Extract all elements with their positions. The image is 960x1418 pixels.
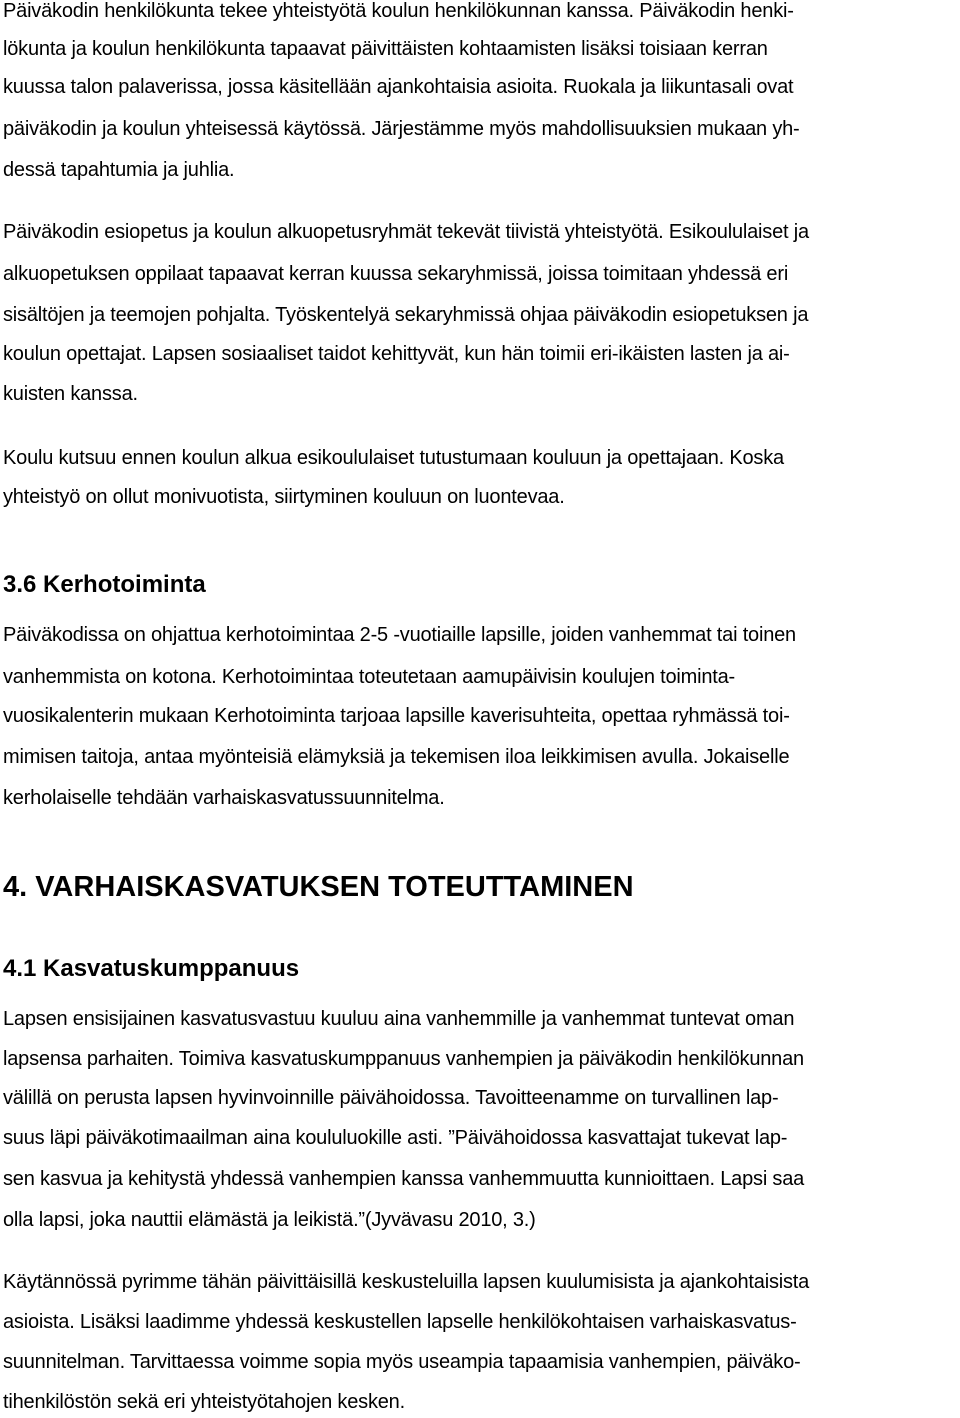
paragraph-2-line: alkuopetuksen oppilaat tapaavat kerran kuussa sekaryhmissä, joissa toimitaan yhdessä eri bbox=[3, 263, 789, 285]
paragraph-5-line: Lapsen ensisijainen kasvatusvastuu kuuluu aina vanhemmille ja vanhemmat tuntevat oman bbox=[3, 1008, 795, 1030]
paragraph-6-line: asioista. Lisäksi laadimme yhdessä keskustellen lapselle henkilökohtaisen varhaiskasvatus- bbox=[3, 1311, 797, 1333]
paragraph-1-line: kuussa talon palaverissa, jossa käsitellään ajankohtaisia asioita. Ruokala ja liikuntasali ovat bbox=[3, 76, 794, 98]
paragraph-1-line: päiväkodin ja koulun yhteisessä käytössä. Järjestämme myös mahdollisuuksien mukaan yh- bbox=[3, 118, 800, 140]
paragraph-2-line: koulun opettajat. Lapsen sosiaaliset taidot kehittyvät, kun hän toimii eri-ikäisten lasten ja ai- bbox=[3, 343, 790, 365]
paragraph-1-line: lökunta ja koulun henkilökunta tapaavat päivittäisten kohtaamisten lisäksi toisiaan kerran bbox=[3, 38, 768, 60]
paragraph-5-line: sen kasvua ja kehitystä yhdessä vanhempien kanssa vanhemmuutta kunnioittaen. Lapsi saa bbox=[3, 1168, 805, 1190]
paragraph-2-line: sisältöjen ja teemojen pohjalta. Työskentelyä sekaryhmissä ohjaa päiväkodin esiopetuksen ja bbox=[3, 304, 809, 326]
paragraph-6-line: tihenkilöstön sekä eri yhteistyötahojen kesken. bbox=[3, 1391, 405, 1413]
paragraph-1-line: Päiväkodin henkilökunta tekee yhteistyötä koulun henkilökunnan kanssa. Päiväkodin henki- bbox=[3, 0, 794, 22]
paragraph-4-line: Päiväkodissa on ohjattua kerhotoimintaa 2-5 -vuotiaille lapsille, joiden vanhemmat tai toinen bbox=[3, 624, 796, 646]
paragraph-6-line: Käytännössä pyrimme tähän päivittäisillä keskusteluilla lapsen kuulumisista ja ajankohtaisista bbox=[3, 1271, 810, 1293]
chapter-heading: 4. VARHAISKASVATUKSEN TOTEUTTAMINEN bbox=[3, 871, 634, 903]
paragraph-5-line: olla lapsi, joka nauttii elämästä ja leikistä.”(Jyvävasu 2010, 3.) bbox=[3, 1209, 536, 1231]
paragraph-5-line: lapsensa parhaiten. Toimiva kasvatuskumppanuus vanhempien ja päiväkodin henkilökunnan bbox=[3, 1048, 804, 1070]
paragraph-3-line: yhteistyö on ollut monivuotista, siirtyminen kouluun on luontevaa. bbox=[3, 486, 565, 508]
paragraph-4-line: vuosikalenterin mukaan Kerhotoiminta tarjoaa lapsille kaverisuhteita, opettaa ryhmässä toi- bbox=[3, 705, 790, 727]
paragraph-6-line: suunnitelman. Tarvittaessa voimme sopia myös useampia tapaamisia vanhempien, päiväko- bbox=[3, 1351, 801, 1373]
paragraph-5-line: suus läpi päiväkotimaailman aina koululuokille asti. ”Päivähoidossa kasvattajat tukevat lap- bbox=[3, 1127, 788, 1149]
paragraph-1-line: dessä tapahtumia ja juhlia. bbox=[3, 159, 235, 181]
paragraph-5-line: välillä on perusta lapsen hyvinvoinnille päivähoidossa. Tavoitteenamme on turvallinen lap- bbox=[3, 1087, 779, 1109]
paragraph-4-line: mimisen taitoja, antaa myönteisiä elämyksiä ja tekemisen iloa leikkimisen avulla. Jokaiselle bbox=[3, 746, 790, 768]
paragraph-3-line: Koulu kutsuu ennen koulun alkua esikoululaiset tutustumaan kouluun ja opettajaan. Koska bbox=[3, 447, 784, 469]
paragraph-4-line: vanhemmista on kotona. Kerhotoimintaa toteutetaan aamupäivisin koulujen toiminta- bbox=[3, 666, 736, 688]
section-heading: 3.6 Kerhotoiminta bbox=[3, 571, 206, 598]
paragraph-4-line: kerholaiselle tehdään varhaiskasvatussuunnitelma. bbox=[3, 787, 445, 809]
section-heading: 4.1 Kasvatuskumppanuus bbox=[3, 955, 300, 982]
paragraph-2-line: Päiväkodin esiopetus ja koulun alkuopetusryhmät tekevät tiivistä yhteistyötä. Esikoululaiset ja bbox=[3, 221, 809, 243]
paragraph-2-line: kuisten kanssa. bbox=[3, 383, 138, 405]
